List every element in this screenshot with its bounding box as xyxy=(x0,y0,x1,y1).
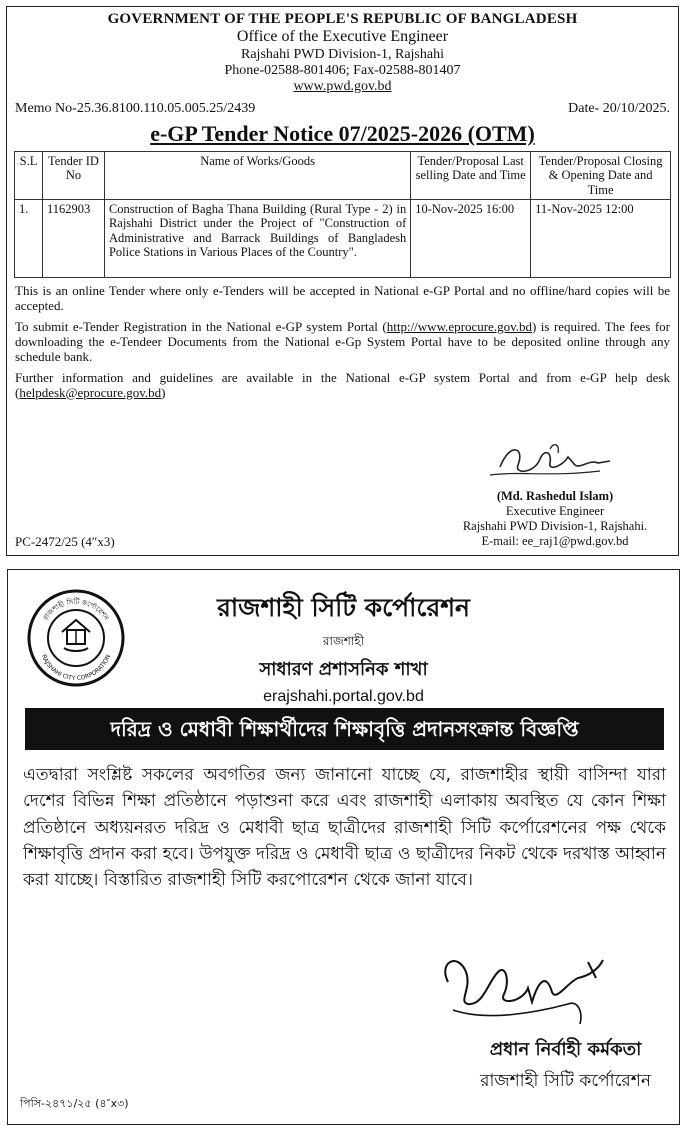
memo-row xyxy=(7,101,678,117)
engineer-signature-block xyxy=(450,437,660,549)
svg-text:RAJSHAHI CITY CORPORATION: RAJSHAHI CITY CORPORATION xyxy=(39,653,113,683)
helpdesk-paragraph xyxy=(7,371,678,401)
signatory-division: Rajshahi PWD Division-1, Rajshahi. xyxy=(462,519,648,533)
scholarship-notice xyxy=(7,569,680,1125)
registration-text-end: ) is required. The fees for downloading the e-Tendeer Documents from the National e-Gp System Portal have to be deposited online through any schedule bank. xyxy=(15,318,671,364)
phone-fax: Phone-02588-801406; Fax-02588-801407 xyxy=(224,62,461,78)
officer-title: প্রধান নির্বাহী কর্মকতা xyxy=(489,1039,642,1060)
online-tender-paragraph: This is an online Tender where only e-Tenders will be accepted in National e-GP Portal and no offline/hard copies will be accepted. xyxy=(15,283,670,313)
eprocure-link[interactable]: http://www.eprocure.gov.bd xyxy=(386,318,532,334)
notice-title: e-GP Tender Notice 07/2025-2026 (OTM) xyxy=(150,120,535,146)
signatory-name: (Md. Rashedul Islam) xyxy=(496,489,614,503)
office-name: Office of the Executive Engineer xyxy=(236,28,449,46)
division-name: Rajshahi PWD Division-1, Rajshahi xyxy=(241,46,444,62)
memo-date: Date- 20/10/2025. xyxy=(568,100,670,116)
cell-selling-date: 10-Nov-2025 16:00 xyxy=(411,200,531,278)
government-title: GOVERNMENT OF THE PEOPLE'S REPUBLIC OF BANGLADESH xyxy=(107,11,578,27)
helpdesk-text-end: ) xyxy=(161,384,166,400)
cell-closing-date: 11-Nov-2025 12:00 xyxy=(531,200,671,278)
pc-number-bn: পিসি-২৪৭১/২৫ (৪″x৩) xyxy=(20,1097,129,1110)
tender-notice xyxy=(6,6,679,556)
city-name: রাজশাহী xyxy=(322,634,365,648)
col-header-selling-date: Tender/Proposal Last selling Date and Time xyxy=(411,151,531,199)
svg-text:রাজশাহী সিটি কর্পোরেশন: রাজশাহী সিটি কর্পোরেশন xyxy=(41,597,111,622)
signatory-email: E-mail: ee_raj1@pwd.gov.bd xyxy=(481,534,629,548)
handwritten-signature xyxy=(480,437,630,485)
officer-organization: রাজশাহী সিটি কর্পোরেশন xyxy=(480,1071,651,1091)
notice-banner: দরিদ্র ও মেধাবী শিক্ষার্থীদের শিক্ষাবৃত্তি প্রদানসংক্রান্ত বিজ্ঞপ্তি xyxy=(25,708,664,750)
col-header-works: Name of Works/Goods xyxy=(104,151,410,199)
branch-name: সাধারণ প্রশাসনিক শাখা xyxy=(259,659,428,680)
notice-header xyxy=(7,11,678,95)
registration-text-start: To submit e-Tender Registration in the National e-GP system Portal ( xyxy=(15,318,387,334)
helpdesk-text-start: Further information and guidelines are available in the National e-GP system Portal and from e-GP help desk ( xyxy=(15,369,670,400)
cell-sl: 1. xyxy=(15,200,43,278)
cell-tender-id: 1162903 xyxy=(42,200,104,278)
organization-header xyxy=(8,588,679,706)
col-header-tender-id: Tender ID No xyxy=(42,151,104,199)
signatory-title: Executive Engineer xyxy=(505,504,605,518)
officer-signature-block xyxy=(480,1035,651,1096)
pc-number: PC-2472/25 (4″x3) xyxy=(15,534,115,549)
notice-body: এতদ্বারা সংশ্লিষ্ট সকলের অবগতির জন্য জানানো যাচ্ছে যে, রাজশাহীর স্থায়ী বাসিন্দা যারা দেশের বিভিন্ন শিক্ষা প্রতিষ্ঠানে পড়াশুনা করে এবং রাজশাহী এলাকায় অবস্থিত যে কোন শিক্ষা প্রতিষ্ঠানে অধ্যয়নরত দরিদ্র ও মেধাবী ছাত্র ছাত্রীদের রাজশাহী সিটি কর্পোরেশনের পক্ষ থেকে শিক্ষাবৃত্তি প্রদান করা হবে। উপযুক্ত দরিদ্র ও মেধাবী ছাত্র ও ছাত্রীদের নিকট থেকে দরখাস্ত আহ্বান করা যাচ্ছে। বিস্তারিত রাজশাহী সিটি করপোরেশন থেকে জানা যাবে। xyxy=(23,765,666,891)
cell-works: Construction of Bagha Thana Building (Rural Type - 2) in Rajshahi District under the Project of "Construction of Administrative and Barrack Buildings of Bangladesh Police Stations in Various Places of the Country". xyxy=(104,200,410,278)
table-header-row xyxy=(15,151,671,199)
registration-paragraph xyxy=(7,320,678,365)
organization-name: রাজশাহী সিটি কর্পোরেশন xyxy=(217,593,470,622)
portal-link[interactable]: erajshahi.portal.gov.bd xyxy=(263,688,424,705)
helpdesk-email-link[interactable]: helpdesk@eprocure.gov.bd xyxy=(19,384,162,400)
website-link[interactable]: www.pwd.gov.bd xyxy=(293,78,392,94)
handwritten-signature xyxy=(428,942,628,1032)
table-row xyxy=(15,200,671,278)
col-header-sl: S.L xyxy=(15,151,43,199)
col-header-closing-date: Tender/Proposal Closing & Opening Date and Time xyxy=(531,151,671,199)
memo-number: Memo No-25.36.8100.110.05.005.25/2439 xyxy=(15,100,256,116)
tender-table xyxy=(14,151,671,278)
